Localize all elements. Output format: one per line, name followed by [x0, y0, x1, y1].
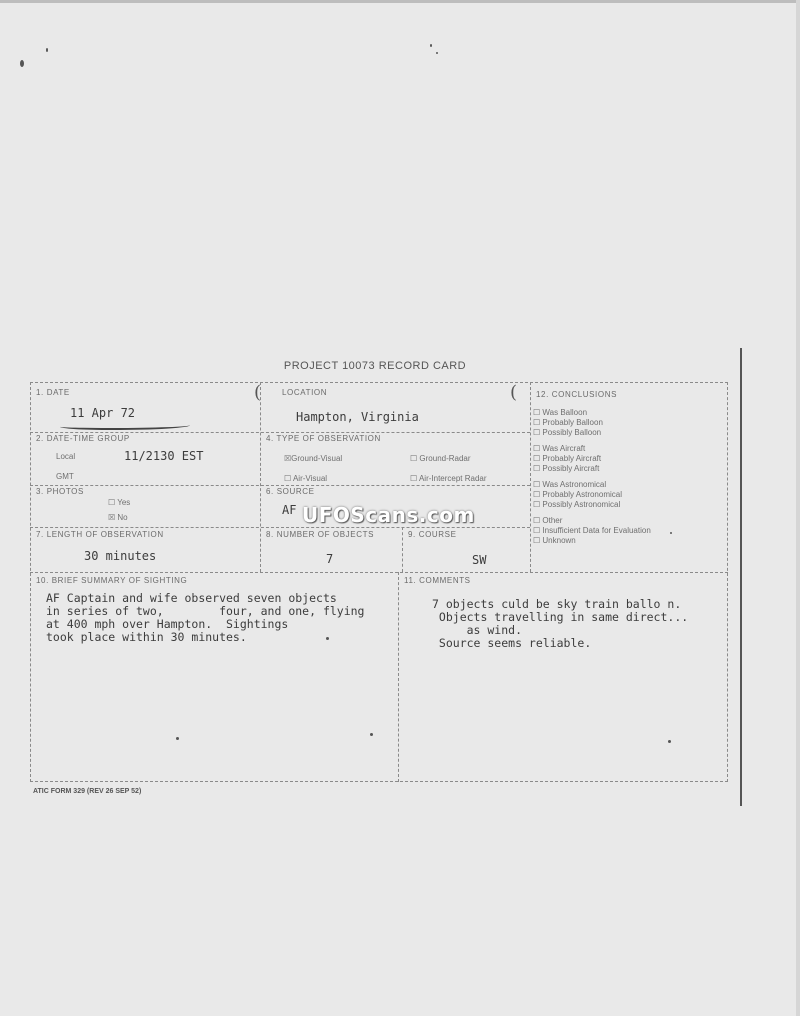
date-time-group-label: 2. DATE-TIME GROUP	[36, 434, 130, 443]
photos-option-no: ☒ No	[108, 513, 128, 522]
conclusion-option: ☐ Probably Balloon	[533, 418, 603, 427]
date-label: 1. DATE	[36, 388, 70, 397]
source-label: 6. SOURCE	[266, 487, 315, 496]
row-divider	[30, 432, 530, 433]
number-of-objects-label: 8. NUMBER OF OBJECTS	[266, 530, 375, 539]
photos-option-yes: ☐ Yes	[108, 498, 131, 507]
conclusion-option: ☐ Was Astronomical	[533, 480, 607, 489]
photos-label: 3. PHOTOS	[36, 487, 84, 496]
bracket-mark: (	[254, 382, 262, 403]
conclusion-option: ☐ Insufficient Data for Evaluation	[533, 526, 651, 535]
source-value: AF	[282, 503, 297, 517]
gmt-label: GMT	[56, 472, 74, 481]
observation-type-label: 4. TYPE OF OBSERVATION	[266, 434, 381, 443]
scan-speck	[46, 48, 48, 52]
column-divider	[260, 382, 261, 572]
conclusion-option: ☐ Possibly Astronomical	[533, 500, 621, 509]
conclusion-option: ☐ Other	[533, 516, 563, 525]
conclusions-label: 12. CONCLUSIONS	[536, 390, 618, 399]
conclusion-option: ☐ Unknown	[533, 536, 576, 545]
comments-text: 7 objects culd be sky train ballo n. Objects travelling in same direct... as wind. Source seems reliable.	[432, 597, 689, 650]
comments-label: 11. COMMENTS	[404, 576, 471, 585]
scan-edge	[0, 0, 800, 3]
observation-option-ground-radar: ☐ Ground-Radar	[410, 454, 471, 463]
length-of-observation-value: 30 minutes	[84, 549, 157, 563]
brief-summary-label: 10. BRIEF SUMMARY OF SIGHTING	[36, 576, 188, 585]
bracket-mark: (	[510, 382, 518, 403]
conclusion-option: ☐ Was Aircraft	[533, 444, 586, 453]
column-divider	[402, 527, 403, 572]
row-divider	[30, 485, 530, 486]
conclusion-option: ☐ Possibly Balloon	[533, 428, 602, 437]
scan-edge-right	[796, 0, 800, 1016]
row-divider	[30, 527, 530, 528]
column-divider	[398, 572, 399, 782]
form-number: ATIC FORM 329 (REV 26 SEP 52)	[33, 788, 142, 795]
observation-option-air-intercept-radar: ☐ Air-Intercept Radar	[410, 474, 487, 483]
local-label: Local	[56, 452, 76, 461]
conclusion-option: ☐ Possibly Aircraft	[533, 464, 600, 473]
conclusion-option: ☐ Was Balloon	[533, 408, 588, 417]
location-label: LOCATION	[282, 388, 328, 397]
observation-option-ground-visual: ☒Ground-Visual	[284, 454, 343, 463]
conclusion-option: ☐ Probably Astronomical	[533, 490, 622, 499]
length-of-observation-label: 7. LENGTH OF OBSERVATION	[36, 530, 164, 539]
watermark: UFOScans.com	[302, 503, 475, 527]
number-of-objects-value: 7	[326, 552, 334, 566]
scan-speck	[20, 60, 24, 67]
course-label: 9. COURSE	[408, 530, 457, 539]
conclusions-list	[533, 408, 723, 546]
card-right-rule	[740, 348, 742, 806]
card-title: PROJECT 10073 RECORD CARD	[283, 360, 467, 372]
observation-option-air-visual: ☐ Air-Visual	[284, 474, 328, 483]
column-divider	[530, 382, 531, 572]
brief-summary-text: AF Captain and wife observed seven objects in series of two, four, and one, flying at 400 mph over Hampton. Sightings took place within 30 minutes.	[46, 591, 365, 644]
location-value: Hampton, Virginia	[296, 410, 419, 424]
course-value: SW	[472, 553, 487, 567]
conclusion-option: ☐ Probably Aircraft	[533, 454, 602, 463]
scan-speck	[436, 52, 438, 54]
date-value: 11 Apr 72	[70, 406, 136, 420]
row-divider	[30, 572, 728, 573]
scan-speck	[430, 44, 432, 47]
local-time-value: 11/2130 EST	[124, 449, 204, 463]
